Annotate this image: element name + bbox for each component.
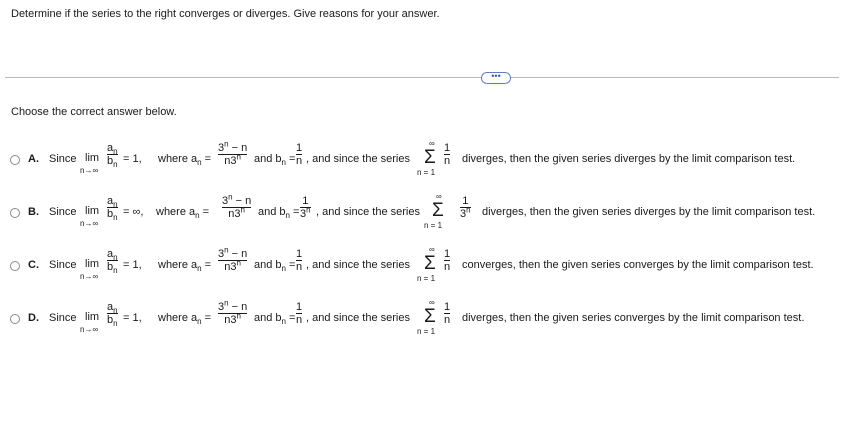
- ratio-fraction: $a_n$ $b_n$: [107, 195, 118, 223]
- limit-value: = 1,: [123, 153, 142, 165]
- and-b-text: and $b_n$ =: [254, 312, 296, 327]
- lim-text: lim: [85, 205, 100, 217]
- a-n-fraction: $3^n - n$ n3$^n$: [218, 245, 248, 273]
- sum-upper-limit: ∞: [436, 192, 442, 201]
- ratio-fraction: $a_n$ $b_n$: [107, 301, 118, 329]
- conclusion-text: diverges, then the given series converges by the limit comparison test.: [462, 312, 805, 324]
- and-b-text: and $b_n$ =: [254, 153, 296, 168]
- sum-lower-limit: n = 1: [417, 168, 436, 177]
- series-fraction: 1 n: [444, 248, 451, 273]
- option-letter: B.: [28, 206, 39, 218]
- a-n-fraction: $3^n - n$ n3$^n$: [218, 298, 248, 326]
- radio-button[interactable]: [10, 261, 20, 271]
- where-text: where $a_n$ =: [158, 259, 212, 274]
- b-n-fraction: 1 n: [296, 301, 303, 326]
- answer-option-b[interactable]: [10, 193, 840, 237]
- radio-button[interactable]: [10, 155, 20, 165]
- more-button[interactable]: •••: [481, 72, 511, 84]
- option-letter: D.: [28, 312, 39, 324]
- where-text: where $a_n$ =: [158, 153, 212, 168]
- limit-value: = ∞,: [123, 206, 144, 218]
- series-fraction: 1 n: [444, 301, 451, 326]
- limit-value: = 1,: [123, 259, 142, 271]
- conclusion-text: converges, then the given series converges by the limit comparison test.: [462, 259, 814, 271]
- and-since-text: , and since the series: [306, 153, 410, 165]
- sigma-symbol: Σ: [424, 147, 436, 168]
- radio-button[interactable]: [10, 314, 20, 324]
- series-fraction: 1 3$^n$: [460, 195, 471, 220]
- b-n-fraction: 1 3$^n$: [300, 195, 311, 220]
- and-b-text: and $b_n$ =: [258, 206, 300, 221]
- divider: [5, 77, 839, 78]
- option-letter: C.: [28, 259, 39, 271]
- lim-subscript: n→∞: [80, 219, 99, 228]
- sigma-symbol: Σ: [424, 253, 436, 274]
- since-text: Since: [49, 259, 77, 271]
- answer-option-d[interactable]: [10, 299, 840, 343]
- b-n-fraction: 1 n: [296, 142, 303, 167]
- b-n-fraction: 1 n: [296, 248, 303, 273]
- sum-upper-limit: ∞: [429, 245, 435, 254]
- sum-lower-limit: n = 1: [417, 274, 436, 283]
- limit-value: = 1,: [123, 312, 142, 324]
- and-since-text: , and since the series: [306, 312, 410, 324]
- and-b-text: and $b_n$ =: [254, 259, 296, 274]
- lim-subscript: n→∞: [80, 272, 99, 281]
- sum-upper-limit: ∞: [429, 298, 435, 307]
- and-since-text: , and since the series: [306, 259, 410, 271]
- lim-text: lim: [85, 152, 100, 164]
- lim-subscript: n→∞: [80, 166, 99, 175]
- and-since-text: , and since the series: [316, 206, 420, 218]
- lim-subscript: n→∞: [80, 325, 99, 334]
- since-text: Since: [49, 206, 77, 218]
- a-n-fraction: $3^n - n$ n3$^n$: [222, 192, 252, 220]
- sigma-symbol: Σ: [432, 200, 444, 221]
- sum-lower-limit: n = 1: [424, 221, 443, 230]
- since-text: Since: [49, 153, 77, 165]
- since-text: Since: [49, 312, 77, 324]
- lim-text: lim: [85, 258, 100, 270]
- sigma-symbol: Σ: [424, 306, 436, 327]
- ratio-fraction: $a_n$ $b_n$: [107, 248, 118, 276]
- answer-option-c[interactable]: [10, 246, 840, 290]
- prompt-text: Choose the correct answer below.: [11, 106, 177, 118]
- series-fraction: 1 n: [444, 142, 451, 167]
- where-text: where $a_n$ =: [158, 312, 212, 327]
- conclusion-text: diverges, then the given series diverges by the limit comparison test.: [462, 153, 796, 165]
- sum-upper-limit: ∞: [429, 139, 435, 148]
- conclusion-text: diverges, then the given series diverges by the limit comparison test.: [482, 206, 816, 218]
- where-text: where $a_n$ =: [156, 206, 210, 221]
- a-n-fraction: $3^n - n$ n3$^n$: [218, 139, 248, 167]
- option-letter: A.: [28, 153, 39, 165]
- sum-lower-limit: n = 1: [417, 327, 436, 336]
- radio-button[interactable]: [10, 208, 20, 218]
- answer-option-a[interactable]: [10, 140, 840, 184]
- lim-text: lim: [85, 311, 100, 323]
- question-text: Determine if the series to the right converges or diverges. Give reasons for your answer.: [11, 8, 440, 20]
- ratio-fraction: $a_n$ $b_n$: [107, 142, 118, 170]
